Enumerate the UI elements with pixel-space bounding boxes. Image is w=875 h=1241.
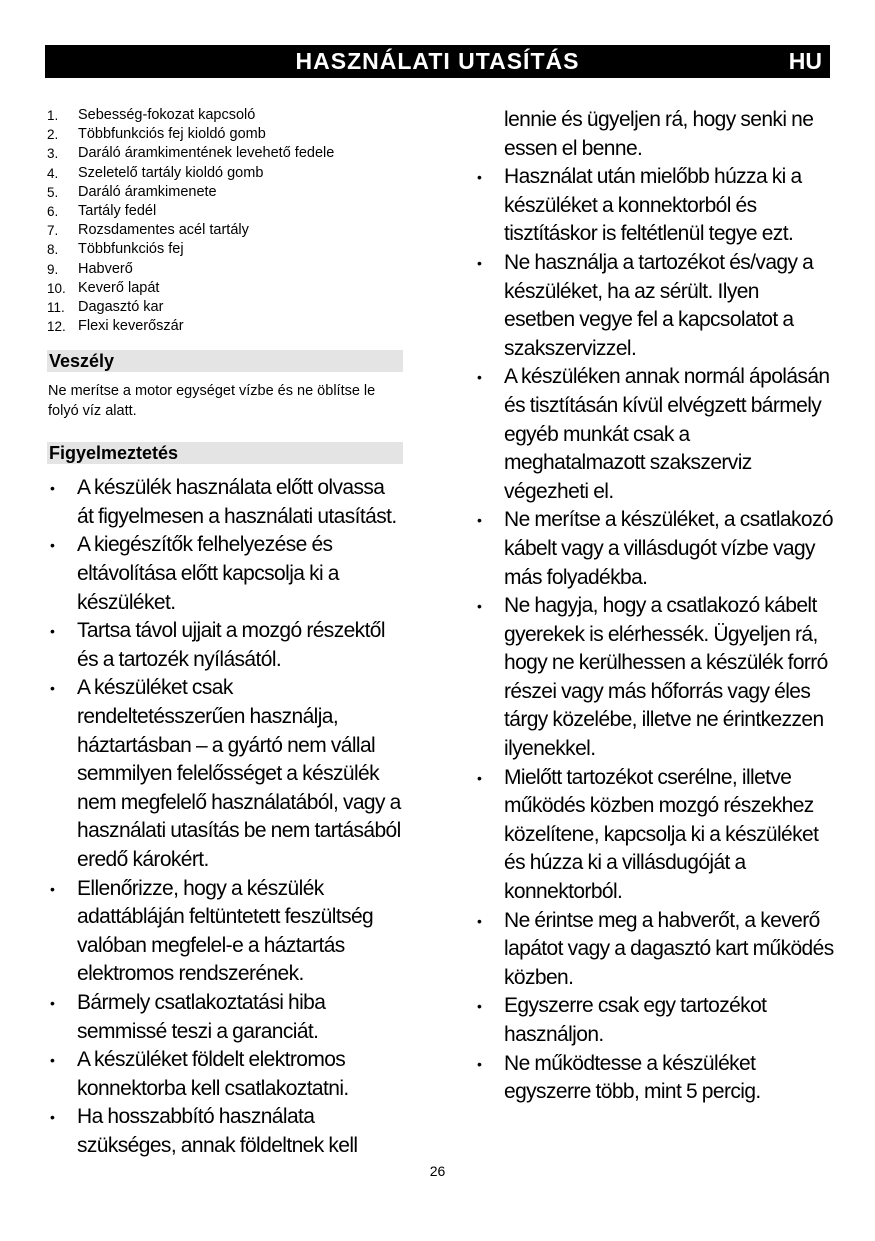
list-item [47, 674, 403, 874]
part-item [47, 125, 403, 144]
bullet-icon: • [50, 880, 55, 897]
part-label: Daráló áramkimentének levehető fedele [78, 145, 335, 162]
list-item-text: Ne használja a tartozékot és/vagy a készüléket, ha az sérült. Ilyen esetben vegye fel a kapcsolatot a szakszervizzel. [504, 250, 814, 360]
list-item-text: Mielőtt tartozékot cserélne, illetve működés közben mozgó részekhez közelítene, kapcsolja ki a készüléket és húzza ki a villásdugóját a konnektorból. [504, 765, 819, 904]
page-number: 26 [429, 1163, 446, 1179]
part-item [47, 279, 403, 298]
part-item [47, 221, 403, 240]
list-item [474, 1050, 834, 1107]
list-item-text: Tartsa távol ujjait a mozgó részektől és a tartozék nyílásától. [77, 619, 385, 671]
part-number: 5. [47, 184, 59, 200]
left-column [47, 106, 403, 1161]
bullet-icon: • [50, 680, 55, 697]
danger-heading: Veszély [47, 350, 403, 372]
part-number: 2. [47, 127, 59, 143]
list-item [474, 592, 834, 764]
list-item [47, 1103, 403, 1160]
part-item [47, 317, 403, 336]
bullet-icon: • [50, 994, 55, 1011]
parts-list [47, 106, 403, 336]
part-number: 1. [47, 108, 59, 123]
bullet-icon: • [477, 998, 482, 1015]
list-item [474, 163, 834, 249]
part-number: 12. [47, 319, 66, 335]
part-label: Dagasztó kar [78, 298, 164, 315]
part-item [47, 144, 403, 163]
part-item [47, 298, 403, 317]
part-label: Rozsdamentes acél tartály [78, 222, 249, 239]
bullet-icon: • [477, 1055, 482, 1072]
part-number: 8. [47, 242, 59, 258]
list-item-text: Használat után mielőbb húzza ki a készüléket a konnektorból és tisztításkor is feltétlenül tegye ezt. [504, 165, 802, 246]
list-item [47, 617, 403, 674]
list-item [474, 506, 834, 592]
part-number: 4. [47, 165, 59, 181]
list-item [474, 992, 834, 1049]
part-label: Többfunkciós fej [78, 241, 184, 258]
list-item-text: Ellenőrizze, hogy a készülék adattábláján feltüntetett feszültség valóban megfelel-e a háztartás elektromos rendszerének. [77, 876, 374, 986]
part-number: 6. [47, 203, 59, 219]
part-number: 10. [47, 280, 66, 296]
part-item [47, 202, 403, 221]
warning-list [47, 474, 403, 1160]
list-item [474, 764, 834, 907]
list-item-text: Ne merítse a készüléket, a csatlakozó kábelt vagy a villásdugót vízbe vagy más folyadékba. [504, 508, 833, 589]
part-item [47, 106, 403, 125]
list-item [47, 989, 403, 1046]
bullet-icon: • [477, 369, 482, 386]
list-item [47, 875, 403, 989]
list-item [47, 1046, 403, 1103]
list-item-text: Egyszerre csak egy tartozékot használjon. [504, 994, 767, 1046]
list-item-text: Ne működtesse a készüléket egyszerre több, mint 5 percig. [504, 1051, 761, 1104]
warning-heading: Figyelmeztetés [47, 442, 403, 464]
list-item-text: Ne érintse meg a habverőt, a keverő lapátot vagy a dagasztó kart működés közben. [504, 908, 834, 989]
language-code: HU [788, 48, 822, 74]
part-label: Daráló áramkimenete [78, 183, 217, 200]
list-item-text: Ne hagyja, hogy a csatlakozó kábelt gyerekek is elérhessék. Ügyeljen rá, hogy ne kerülhessen a készülék forró részei vagy más hőforrás vagy éles tárgy közelébe, illetve ne érintkezzen ilyenekkel. [504, 594, 828, 761]
list-item-text: A készüléket földelt elektromos konnektorba kell csatlakoztatni. [77, 1048, 349, 1100]
bullet-icon: • [477, 769, 482, 786]
part-item [47, 183, 403, 202]
bullet-icon: • [50, 537, 55, 554]
right-warning-list [474, 163, 834, 1107]
part-number: 11. [47, 299, 65, 315]
bullet-icon: • [477, 912, 482, 929]
bullet-icon: • [50, 623, 55, 640]
list-item-text: A készüléken annak normál ápolásán és tisztításán kívül elvégzett bármely egyéb munkát csak a meghatalmazott szakszerviz végezheti el. [504, 365, 830, 503]
bullet-icon: • [477, 254, 482, 271]
list-item-text: A kiegészítők felhelyezése és eltávolítása előtt kapcsolja ki a készüléket. [77, 533, 339, 614]
bullet-icon: • [50, 480, 55, 497]
right-column [474, 106, 834, 1107]
part-label: Tartály fedél [78, 202, 157, 219]
danger-text: Ne merítse a motor egységet vízbe és ne öblítse le folyó víz alatt. [48, 383, 376, 419]
bullet-icon: • [477, 169, 482, 186]
continued-text: lennie és ügyeljen rá, hogy senki ne essen el benne. [504, 108, 814, 160]
list-item [47, 474, 403, 531]
list-item-text: A készülék használata előtt olvassa át figyelmesen a használati utasítást. [77, 476, 397, 528]
part-label: Keverő lapát [78, 279, 160, 296]
list-item [474, 249, 834, 363]
bullet-icon: • [477, 512, 482, 529]
page-title: HASZNÁLATI UTASÍTÁS [295, 48, 580, 74]
page-header [45, 45, 830, 78]
list-item-text: A készüléket csak rendeltetésszerűen használja, háztartásban – a gyártó nem vállal semmilyen felelősséget a készülék nem megfelelő használatából, vagy a használati utasítás be nem tartásából eredő károkért. [77, 676, 401, 871]
bullet-icon: • [50, 1109, 55, 1126]
part-item [47, 260, 403, 279]
part-item [47, 164, 403, 183]
part-number: 3. [47, 146, 59, 162]
bullet-icon: • [50, 1052, 55, 1069]
list-item-text: Bármely csatlakoztatási hiba semmissé teszi a garanciát. [77, 990, 326, 1043]
part-label: Flexi keverőszár [78, 318, 184, 335]
part-label: Szeletelő tartály kioldó gomb [78, 164, 264, 181]
part-item [47, 240, 403, 259]
part-label: Többfunkciós fej kioldó gomb [78, 126, 266, 143]
part-label: Sebesség-fokozat kapcsoló [78, 107, 256, 123]
bullet-icon: • [477, 598, 482, 615]
part-number: 7. [47, 223, 59, 239]
list-item [47, 531, 403, 617]
part-number: 9. [47, 261, 59, 277]
list-item [474, 907, 834, 993]
list-item [474, 363, 834, 506]
part-label: Habverő [78, 260, 133, 277]
list-item-text: Ha hosszabbító használata szükséges, annak földeltnek kell [77, 1105, 358, 1157]
